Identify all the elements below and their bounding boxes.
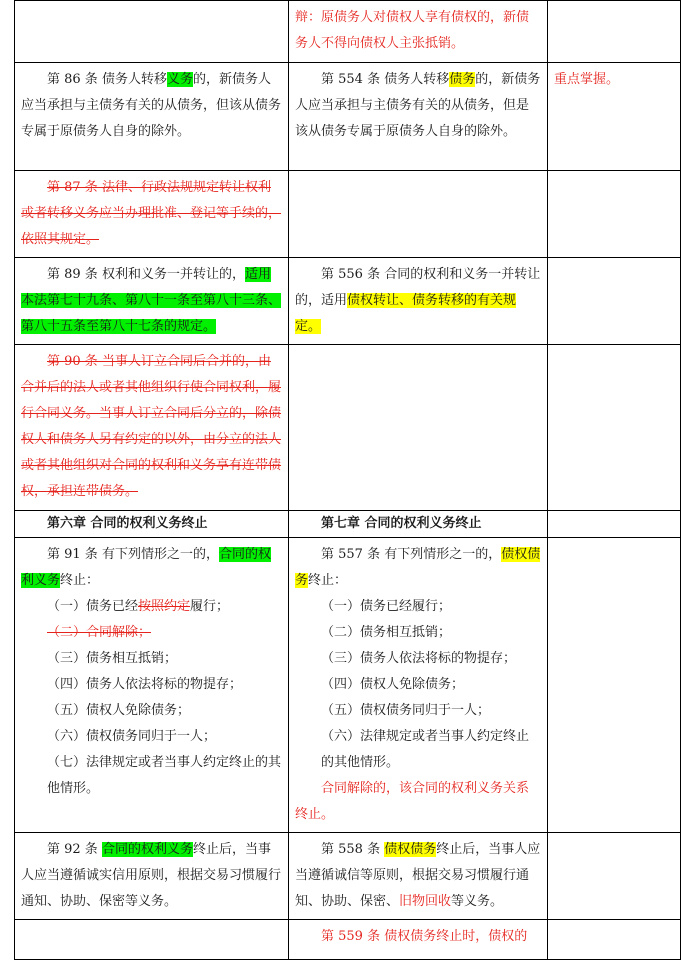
article-text	[21, 262, 282, 340]
text-run: 旧物回收	[399, 894, 452, 909]
text-run: （一）债务已经	[47, 599, 139, 614]
chapter-heading-old: 第六章 合同的权利义务终止	[15, 511, 289, 538]
text-run: （三）债务相互抵销；	[47, 651, 178, 666]
article-item	[295, 594, 541, 620]
table-row	[15, 833, 681, 920]
text-run: 按照约定	[138, 599, 191, 614]
article-item	[21, 724, 282, 750]
text-run: 履行；	[190, 599, 230, 614]
article-text	[295, 67, 541, 145]
text-run: 债权转让、债务转移的有关规定。	[295, 293, 517, 334]
new-law-cell	[289, 258, 548, 345]
article-text	[295, 924, 541, 950]
article-text	[21, 837, 282, 915]
note-cell	[548, 345, 681, 511]
text-run: 辩：	[295, 10, 322, 25]
text-run: 第 90 条 当事人订立合同后合并的，由合并后的法人或者其他组织行使合同权利，履行合同义务。当事人订立合同后分立的，除债权人和债务人另有约定的以外，由分立的法人或者其他组织对合同的权利和义务享有连带债权，承担连带债务。	[21, 354, 282, 499]
text-run: 终止后，当事人应当遵循诚信等原则，根据交易习惯履行通知、协助、保密、	[295, 842, 541, 909]
text-run: （四）债权人免除债务；	[321, 677, 465, 692]
article-item-list	[295, 594, 541, 776]
article-item	[21, 646, 282, 672]
chapter-heading-new: 第七章 合同的权利义务终止	[289, 511, 548, 538]
text-run: 合同解除的，该合同的权利义务关系终止。	[295, 781, 530, 822]
text-run: 的，新债务人应当承担与主债务有关的从债务，但是该从债务专属于原债务人自身的除外。	[295, 72, 541, 139]
table-row	[15, 538, 681, 833]
note-cell	[548, 538, 681, 833]
article-item	[295, 620, 541, 646]
article-item	[21, 750, 282, 802]
note-cell	[548, 833, 681, 920]
note-cell	[548, 171, 681, 258]
new-law-cell	[289, 538, 548, 833]
article-item-list	[21, 594, 282, 802]
article-item	[21, 620, 282, 646]
article-text	[295, 837, 541, 915]
text-run: 债务	[449, 72, 476, 87]
text-run: （二）债务相互抵销；	[321, 625, 452, 640]
article-item	[21, 672, 282, 698]
text-run: （七）法律规定或者当事人约定终止的其他情形。	[47, 755, 282, 796]
table-row	[15, 258, 681, 345]
chapter-heading-row	[15, 511, 681, 538]
text-run: （三）债务人依法将标的物提存；	[321, 651, 517, 666]
note-cell	[548, 511, 681, 538]
article-text	[21, 542, 282, 594]
text-run: 第 556 条 合同的权利和义务一并转让的，适用	[295, 267, 541, 308]
text-run: （一）债务已经履行；	[321, 599, 452, 614]
text-run: 第 559 条 债权债务终止时，债权的	[321, 929, 528, 944]
text-run: 债权债务	[384, 842, 437, 857]
note-cell: 重点掌握。	[548, 63, 681, 171]
text-run: 第 558 条	[321, 842, 385, 857]
text-run: 第 554 条 债务人转移	[321, 72, 450, 87]
text-run: 第 91 条 有下列情形之一的，	[47, 547, 219, 562]
text-run: 合同的权利义务	[21, 547, 271, 588]
old-law-cell	[15, 345, 289, 511]
article-item	[295, 672, 541, 698]
text-run: （六）法律规定或者当事人约定终止的其他情形。	[321, 729, 530, 770]
table-row	[15, 171, 681, 258]
text-run: 第 86 条 债务人转移	[47, 72, 167, 87]
old-law-cell	[15, 258, 289, 345]
old-law-cell	[15, 920, 289, 960]
new-law-cell	[289, 833, 548, 920]
text-run: 终止后，当事人应当遵循诚实信用原则，根据交易习惯履行通知、协助、保密等义务。	[21, 842, 282, 909]
new-law-cell	[289, 345, 548, 511]
old-law-cell	[15, 833, 289, 920]
text-run: 的，新债务人应当承担与主债务有关的从债务，但该从债务专属于原债务人自身的除外。	[21, 72, 282, 139]
article-text	[295, 542, 541, 594]
article-text	[21, 175, 282, 253]
text-run: 适用本法第七十九条、第八十一条至第八十三条、第八十五条至第八十七条的规定。	[21, 267, 282, 334]
text-run: （四）债务人依法将标的物提存；	[47, 677, 243, 692]
new-law-cell	[289, 1, 548, 63]
article-item	[21, 594, 282, 620]
text-run: 第 87 条 法律、行政法规规定转让权利或者转移义务应当办理批准、登记等手续的，依照其规定。	[21, 180, 282, 247]
text-run: 义务	[166, 72, 193, 87]
article-text	[295, 5, 541, 57]
new-law-cell	[289, 171, 548, 258]
new-law-cell	[289, 920, 548, 960]
table-row	[15, 1, 681, 63]
table-row	[15, 920, 681, 960]
text-run: 原债务人对债权人享有债权的，新债务人不得向债权人主张抵销。	[295, 10, 530, 51]
old-law-cell	[15, 1, 289, 63]
text-run: （五）债权人免除债务；	[47, 703, 191, 718]
note-cell	[548, 920, 681, 960]
article-text	[295, 776, 541, 828]
article-text	[295, 262, 541, 340]
text-run: 第 557 条 有下列情形之一的，	[321, 547, 502, 562]
article-item	[21, 698, 282, 724]
article-text	[21, 349, 282, 505]
new-law-cell	[289, 63, 548, 171]
table-row	[15, 345, 681, 511]
text-run: 债权债务	[295, 547, 541, 588]
text-run: 合同的权利义务	[101, 842, 193, 857]
text-run: （二）合同解除；	[47, 625, 152, 640]
note-cell	[548, 1, 681, 63]
text-run: 等义务。	[451, 894, 504, 909]
comparison-table	[14, 0, 681, 960]
text-run: （六）债权债务同归于一人；	[47, 729, 217, 744]
table-row	[15, 63, 681, 171]
note-cell	[548, 258, 681, 345]
article-item	[295, 698, 541, 724]
text-run: 第 92 条	[47, 842, 102, 857]
text-run: （五）债权债务同归于一人；	[321, 703, 491, 718]
article-item	[295, 724, 541, 776]
old-law-cell	[15, 538, 289, 833]
old-law-cell	[15, 63, 289, 171]
text-run: 第 89 条 权利和义务一并转让的，	[47, 267, 245, 282]
text-run: 终止：	[60, 573, 100, 588]
text-run: 终止：	[308, 573, 348, 588]
old-law-cell	[15, 171, 289, 258]
article-text	[21, 67, 282, 145]
article-item	[295, 646, 541, 672]
